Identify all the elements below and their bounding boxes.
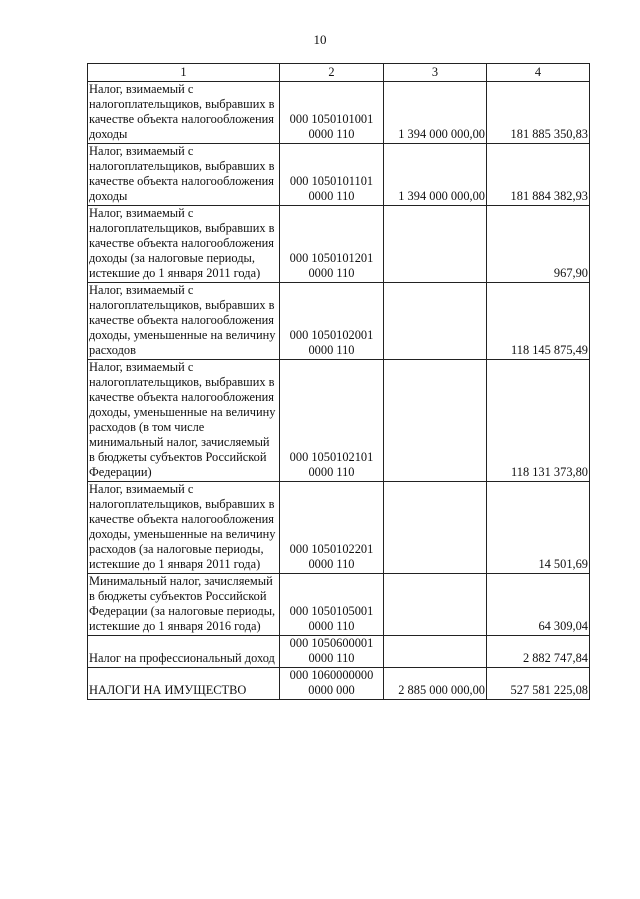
row-code-part1: 000 1050102101	[289, 450, 374, 464]
row-code	[280, 283, 384, 360]
row-code-part2: 0000 110	[308, 619, 355, 633]
row-code-part1: 000 1050102201	[289, 542, 374, 556]
row-name: Налог, взимаемый с налогоплательщиков, выбравших в качестве объекта налогообложения доходы, уменьшенные на величину расходов (в том числе минимальный налог, зачисляемый в бюджеты субъектов Российской Федерации)	[88, 360, 280, 482]
row-actual: 14 501,69	[487, 482, 590, 574]
row-code-part2: 0000 110	[308, 127, 355, 141]
row-code-part2: 0000 110	[308, 343, 355, 357]
row-name: Налог на профессиональный доход	[88, 636, 280, 668]
table-row	[88, 574, 590, 636]
row-code	[280, 206, 384, 283]
row-plan	[384, 636, 487, 668]
row-code-part1: 000 1050102001	[289, 328, 374, 342]
column-header-3: 3	[384, 64, 487, 82]
row-plan: 1 394 000 000,00	[384, 144, 487, 206]
row-plan: 1 394 000 000,00	[384, 82, 487, 144]
row-name: Налог, взимаемый с налогоплательщиков, выбравших в качестве объекта налогообложения доходы, уменьшенные на величину расходов (за налоговые периоды, истекшие до 1 января 2011 года)	[88, 482, 280, 574]
row-code-part1: 000 1050600001	[289, 636, 374, 650]
row-code	[280, 636, 384, 668]
table-row	[88, 283, 590, 360]
row-actual: 181 884 382,93	[487, 144, 590, 206]
row-plan	[384, 283, 487, 360]
row-code	[280, 82, 384, 144]
row-code-part2: 0000 110	[308, 651, 355, 665]
row-name: Налог, взимаемый с налогоплательщиков, выбравших в качестве объекта налогообложения доходы, уменьшенные на величину расходов	[88, 283, 280, 360]
row-plan	[384, 360, 487, 482]
row-actual: 181 885 350,83	[487, 82, 590, 144]
row-actual: 64 309,04	[487, 574, 590, 636]
column-header-2: 2	[280, 64, 384, 82]
table-row	[88, 636, 590, 668]
row-code-part1: 000 1050105001	[289, 604, 374, 618]
row-plan: 2 885 000 000,00	[384, 668, 487, 700]
row-name: Минимальный налог, зачисляемый в бюджеты субъектов Российской Федерации (за налоговые периоды, истекшие до 1 января 2016 года)	[88, 574, 280, 636]
row-actual: 967,90	[487, 206, 590, 283]
column-header-4: 4	[487, 64, 590, 82]
budget-table	[87, 63, 590, 700]
table-row	[88, 206, 590, 283]
row-code	[280, 574, 384, 636]
row-plan	[384, 482, 487, 574]
row-code	[280, 668, 384, 700]
row-code	[280, 144, 384, 206]
table-row	[88, 82, 590, 144]
table-row	[88, 482, 590, 574]
row-code-part1: 000 1050101101	[289, 174, 374, 188]
row-code-part1: 000 1050101201	[289, 251, 374, 265]
row-code-part2: 0000 110	[308, 266, 355, 280]
row-code-part2: 0000 110	[308, 465, 355, 479]
row-plan	[384, 574, 487, 636]
table-row	[88, 144, 590, 206]
row-actual: 118 131 373,80	[487, 360, 590, 482]
table-row	[88, 668, 590, 700]
row-code	[280, 360, 384, 482]
row-code-part1: 000 1050101001	[289, 112, 374, 126]
row-code	[280, 482, 384, 574]
row-name: Налог, взимаемый с налогоплательщиков, выбравших в качестве объекта налогообложения доходы	[88, 82, 280, 144]
row-name: НАЛОГИ НА ИМУЩЕСТВО	[88, 668, 280, 700]
row-actual: 118 145 875,49	[487, 283, 590, 360]
row-plan	[384, 206, 487, 283]
row-actual: 2 882 747,84	[487, 636, 590, 668]
row-code-part2: 0000 000	[308, 683, 355, 697]
row-code-part2: 0000 110	[308, 189, 355, 203]
row-name: Налог, взимаемый с налогоплательщиков, выбравших в качестве объекта налогообложения доходы (за налоговые периоды, истекшие до 1 января 2011 года)	[88, 206, 280, 283]
row-code-part1: 000 1060000000	[289, 668, 374, 682]
page-number: 10	[313, 32, 327, 47]
row-name: Налог, взимаемый с налогоплательщиков, выбравших в качестве объекта налогообложения доходы	[88, 144, 280, 206]
table-header-row	[88, 64, 590, 82]
column-header-1: 1	[88, 64, 280, 82]
row-actual: 527 581 225,08	[487, 668, 590, 700]
table-row	[88, 360, 590, 482]
row-code-part2: 0000 110	[308, 557, 355, 571]
